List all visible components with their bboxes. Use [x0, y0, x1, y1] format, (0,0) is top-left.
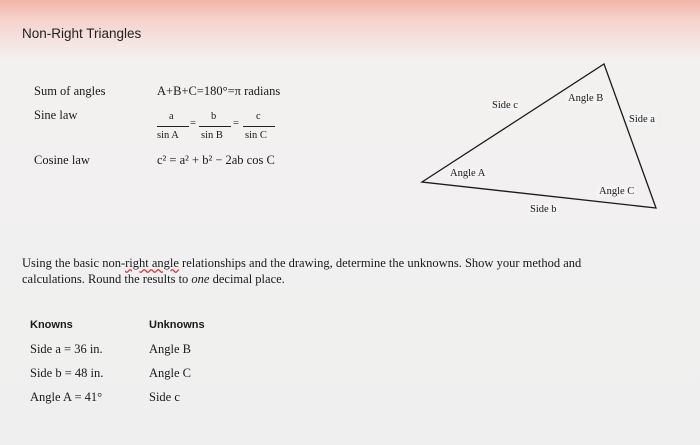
cosine-law-formula: c² = a² + b² − 2ab cos C [157, 153, 275, 167]
sum-of-angles-label: Sum of angles [34, 84, 106, 98]
instructions-text-1: Using the basic non- [22, 256, 126, 270]
equals-sign-1: = [190, 118, 196, 129]
instructions-text-4: calculations. Round the results to [22, 272, 192, 286]
label-side-c: Side c [492, 100, 518, 111]
unknowns-header: Unknowns [149, 319, 205, 331]
sine-denominator-b: sin B [201, 130, 223, 141]
label-side-a: Side a [629, 114, 655, 125]
knowns-header: Knowns [30, 319, 73, 331]
unknown-item: Angle C [149, 366, 192, 380]
instructions-text-one: one [191, 272, 210, 286]
instructions-line-2 [22, 272, 285, 287]
unknown-item: Side c [149, 390, 180, 404]
sine-numerator-c: c [256, 111, 261, 122]
sine-denominator-c: sin C [245, 130, 267, 141]
sine-numerator-b: b [211, 111, 217, 122]
instructions-text-right-angle: right angle [125, 256, 179, 270]
label-angle-b: Angle B [568, 93, 604, 104]
sine-numerator-a: a [169, 111, 174, 122]
equals-sign-2: = [233, 118, 239, 129]
sum-of-angles-formula: A+B+C=180°=π radians [157, 84, 281, 98]
sine-denominator-a: sin A [157, 130, 179, 141]
instructions-text-3: relationships and the drawing, determine the unknowns. Show your method and [178, 256, 582, 270]
known-item: Angle A = 41° [30, 390, 103, 404]
page-title: Non-Right Triangles [22, 26, 142, 41]
label-angle-c: Angle C [599, 186, 635, 197]
label-side-b: Side b [530, 204, 557, 215]
sine-law-label: Sine law [34, 108, 78, 122]
cosine-law-label: Cosine law [34, 153, 90, 167]
label-angle-a: Angle A [450, 168, 486, 179]
known-item: Side a = 36 in. [30, 342, 103, 356]
instructions-line-1 [22, 256, 581, 271]
instructions-text-5: decimal place. [209, 272, 285, 286]
known-item: Side b = 48 in. [30, 366, 104, 380]
unknown-item: Angle B [149, 342, 192, 356]
